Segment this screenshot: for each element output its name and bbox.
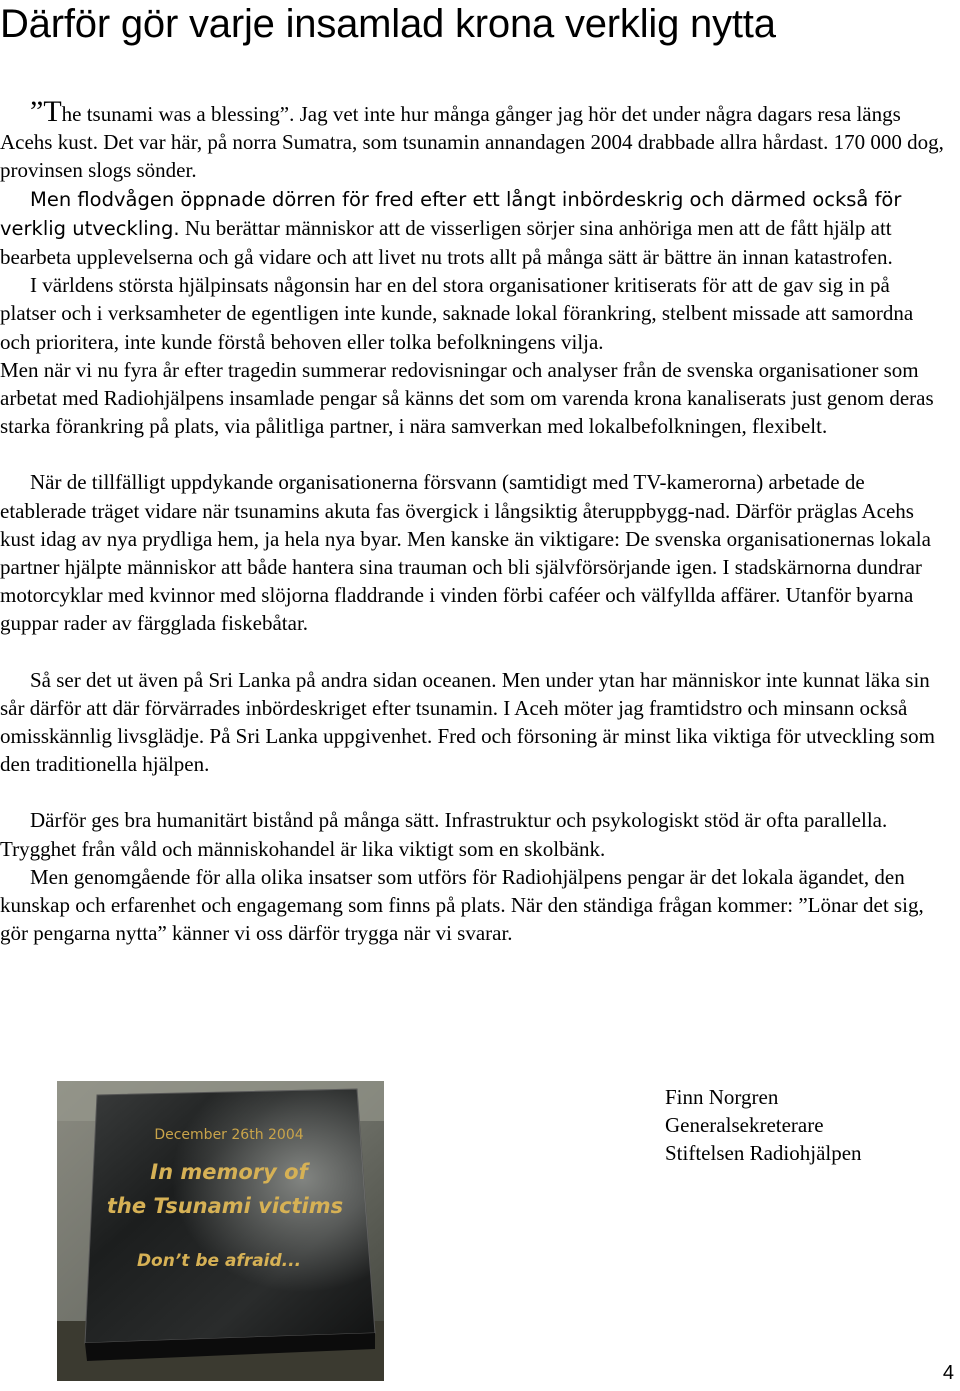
paragraph-1 [0, 95, 945, 185]
drop-letter: T [43, 95, 62, 128]
stone-victims-text: the Tsunami victims [106, 1194, 344, 1218]
paragraph-gap [0, 440, 945, 468]
signature-role: Generalsekreterare [665, 1113, 824, 1137]
signature-organization: Stiftelsen Radiohjälpen [665, 1141, 862, 1165]
signature-name: Finn Norgren [665, 1085, 779, 1109]
article-title: Därför gör varje insamlad krona verklig nytta [0, 2, 776, 46]
memorial-stone-photo [57, 1081, 384, 1381]
memorial-stone-image [57, 1081, 384, 1381]
stone-memory-text: In memory of [150, 1160, 308, 1184]
stone-date-text: December 26th 2004 [154, 1127, 304, 1143]
stone-motto-text: Don’t be afraid... [136, 1251, 302, 1271]
paragraph-4: Men när vi nu fyra år efter tragedin summerar redovisningar och analyser från de svenska organisationer som arbetat med Radiohjälpens insamlade pengar så känns det som om varenda krona kanaliserats just genom deras starka förankring på plats, via pålitliga partner, i nära samverkan med lokalbefolkningen, flexibelt. [0, 357, 934, 439]
article-body [0, 95, 945, 947]
paragraph-2 [0, 185, 945, 272]
paragraph-8: Men genomgående för alla olika insatser som utförs för Radiohjälpens pengar är det lokala ägandet, den kunskap och erfarenhet och engagemang som finns på plats. När den ständiga frågan kommer: ”Lönar det sig, gör pengarna nytta” känner vi oss därför trygga när vi svarar. [0, 864, 924, 946]
paragraph-7: Därför ges bra humanitärt bistånd på många sätt. Infrastruktur och psykologiskt stöd är ofta parallella. Trygghet från våld och människohandel är lika viktigt som en skolbänk. [0, 808, 888, 861]
paragraph-6: Så ser det ut även på Sri Lanka på andra sidan oceanen. Men under ytan har människor inte kunnat läka sin sår därför att där förvärrades inbördeskriget efter tsunamin. I Aceh möter jag framtidstro och minsann också omisskännlig livsglädje. På Sri Lanka uppgivenhet. Fred och försoning är minst lika viktiga för utveckling som den traditionella hjälpen. [0, 667, 935, 777]
paragraph-5: När de tillfälligt uppdykande organisationerna försvann (samtidigt med TV-kamerorna) arbetade de etablerade träget vidare när tsunamins akuta fas övergick i långsiktig återuppbygg-nad. Därför präglas Acehs kust idag av nya prydliga hem, ja hela nya byar. Men kanske än viktigare: De svenska organisationernas lokala partner hjälpte människor att både hantera sina trauman och bli självförsörjande igen. I stadskärnorna dundrar motorcyklar med kvinnor med slöjorna fladdrande i vinden förbi caféer och välfyllda affärer. Utanför byarna guppar rader av färgglada fiskebåtar. [0, 470, 931, 636]
paragraph-gap [0, 638, 945, 666]
signature-block [665, 1083, 862, 1167]
page-number: 4 [942, 1362, 954, 1384]
paragraph-1-text: he tsunami was a blessing”. Jag vet inte hur många gånger jag hör det under några dagars resa längs Acehs kust. Det var här, på norra Sumatra, som tsunamin annandagen 2004 drabbade allra hårdast. 170 000 dog, provinsen slogs sönder. [0, 102, 944, 183]
opening-quote: ” [30, 95, 44, 128]
paragraph-gap [0, 778, 945, 806]
paragraph-3: I världens största hjälpinsats någonsin har en del stora organisationer kritiserats för att de gav sig in på platser och i verksamheter de egentligen inte kunde, saknade lokal förankring, stelbent missade att samordna och prioritera, inte kunde förstå behoven eller tolka befolkningens vilja. [0, 273, 914, 354]
paragraph-2-text: Nu berättar människor att de visserligen sörjer sina anhöriga men att de fått hjälp att bearbeta upplevelserna och gå vidare och att livet nu trots allt på många sätt är bättre än innan katastrofen. [0, 215, 893, 270]
paragraph-2-sans-text: Men flodvågen öppnade dörren för fred efter ett långt inbördeskrig och därmed också för verklig utveckling. [0, 187, 902, 240]
